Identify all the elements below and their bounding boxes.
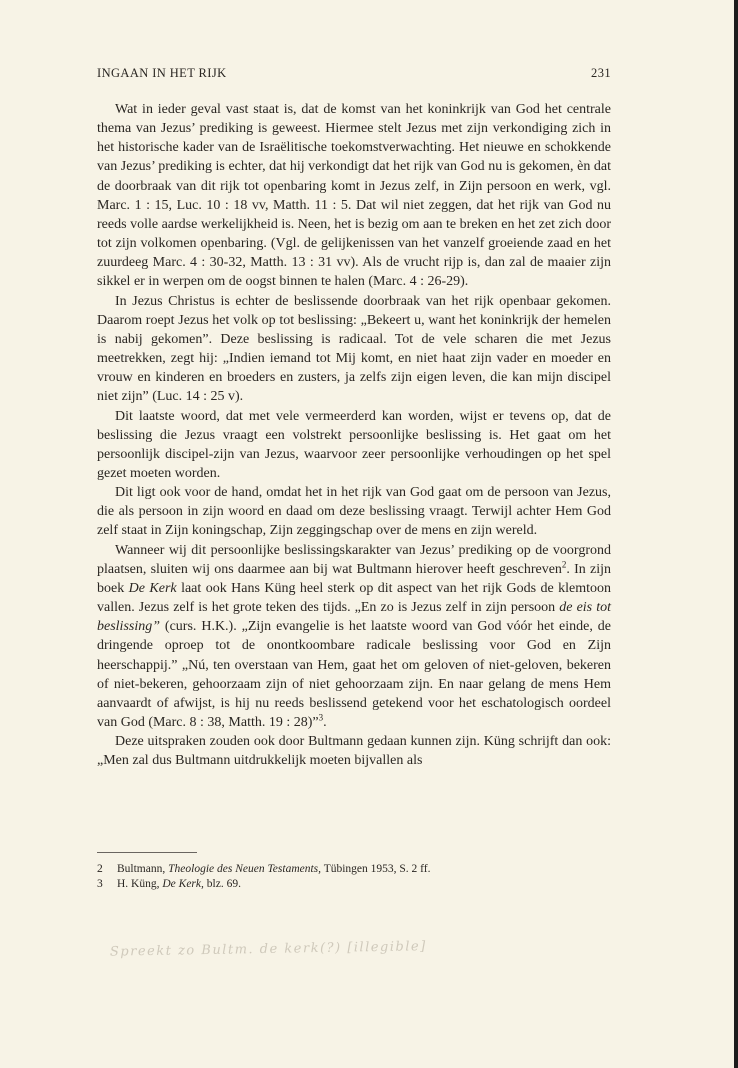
footnote-italic: Theologie des Neuen Testaments, (168, 863, 322, 875)
footnote-3 (97, 877, 611, 892)
footnote-rule (97, 852, 197, 853)
footnote-text: H. Küng, (117, 878, 163, 890)
footnote-text-end: Tübingen 1953, S. 2 ff. (321, 863, 431, 875)
footnote-ref-2: 2 (561, 559, 567, 570)
footnote-text: Bultmann, (117, 863, 169, 875)
p5-text-d: (curs. H.K.). „Zijn evangelie is het laatste woord van God vóór het einde, de dringende oproep tot de onontkoombare radicale beslissing voor God en Zijn heerschappij.” „Nú, ten overstaan van Hem, gaat het om geloven of niet-geloven, bekeren of niet-bekeren, gehoorzaam zijn of niet gehoorzaam zijn. En naar gelang de mens Hem aanvaardt of afwijst, is hij nu reeds beslissend getekend voor het eschatologisch oordeel van God (Marc. 8 : 38, Matth. 19 : 28)” (97, 619, 611, 730)
paragraph-1: Wat in ieder geval vast staat is, dat de komst van het koninkrijk van God het centrale thema van Jezus’ prediking is geweest. Hiermee stelt Jezus met zijn verkondiging zich in het historische kader van de Israëlitische toekomstverwachting. Het nieuwe en schokkende van Jezus’ prediking is echter, dat hij verkondigt dat het rijk van God nu is gekomen, èn dat de doorbraak van dit rijk tot openbaring komt in Jezus zelf, in Zijn persoon en werk, vgl. Marc. 1 : 15, Luc. 10 : 18 vv, Matth. 11 : 5. Dat wil niet zeggen, dat het rijk van God nu reeds volle aardse werkelijkheid is. Neen, het is bezig om aan te breken en het zet zich door tot zijn volkomen openbaring. (Vgl. de gelijkenissen van het vanzelf groeiende zaad en het zuurdeeg Marc. 4 : 30-32, Matth. 13 : 31 vv). Als de vrucht rijp is, dan zal de maaier zijn sikkel er in werpen om de oogst binnen te halen (Marc. 4 : 26-29). (97, 102, 611, 290)
footnote-number: 2 (97, 863, 103, 875)
footnote-ref-3: 3 (318, 712, 324, 723)
running-title: INGAAN IN HET RIJK (97, 66, 227, 80)
p5-text-a: Wanneer wij dit persoonlijke beslissingskarakter van Jezus’ prediking op de voorgrond plaatsen, sluiten wij ons daarmee aan bij wat Bultmann hierover heeft geschreven (97, 542, 611, 577)
page-edge-shadow (734, 0, 738, 1068)
p5-text-c: laat ook Hans Küng heel sterk op dit aspect van het rijk Gods de klemtoon vallen. Jezus zelf is het grote teken des tijds. „En zo is Jezus zelf in zijn persoon (97, 580, 611, 616)
page-number: 231 (591, 66, 611, 80)
running-header (97, 66, 611, 84)
footnote-number: 3 (97, 878, 103, 890)
footnote-italic: De Kerk, (162, 878, 204, 890)
paragraph-4: Dit ligt ook voor de hand, omdat het in het rijk van God gaat om de persoon van Jezus, die als persoon in zijn woord en daad om deze beslissing vraagt. Terwijl achter Hem God zelf staat in Zijn koningschap, Zijn zeggingschap over de mens en zijn wereld. (97, 485, 611, 539)
paragraph-5 (97, 541, 611, 733)
footnote-text-end: blz. 69. (203, 878, 241, 890)
p5-text-end: . (323, 715, 327, 730)
paragraph-2: In Jezus Christus is echter de beslissende doorbraak van het rijk openbaar gekomen. Daarom roept Jezus het volk op tot beslissing: „Bekeert u, want het koninkrijk der hemelen is nabij gekomen”. Deze beslissing is radicaal. Tot de vele scharen die met Jezus meetrekken, zegt hij: „Indien iemand tot Mij komt, en niet haat zijn vader en moeder en vrouw en kinderen en broeders en zusters, ja zelfs zijn eigen leven, die kan mijn discipel niet zijn” (Luc. 14 : 25 v). (97, 293, 611, 405)
body-text (97, 100, 611, 770)
paragraph-6: Deze uitspraken zouden ook door Bultmann gedaan kunnen zijn. Küng schrijft dan ook: „Men zal dus Bultmann uitdrukkelijk moeten bijvallen als (97, 734, 611, 769)
paragraph-3: Dit laatste woord, dat met vele vermeerderd kan worden, wijst er tevens op, dat de beslissing die Jezus vraagt een volstrekt persoonlijke beslissing is. Het gaat om het persoonlijk discipel-zijn van Jezus, waarvoor zeer persoonlijke verhoudingen op het spel gezet moeten worden. (97, 408, 611, 481)
pencil-annotation: Spreekt zo Bultm. de kerk(?) [illegible] (109, 939, 427, 960)
footnotes (97, 862, 611, 892)
p5-text-b: . In zijn boek (97, 561, 611, 596)
footnote-2 (97, 862, 611, 877)
p5-italic-title: De Kerk (128, 580, 177, 596)
p5-italic-quote: de eis tot beslissing” (97, 600, 611, 635)
